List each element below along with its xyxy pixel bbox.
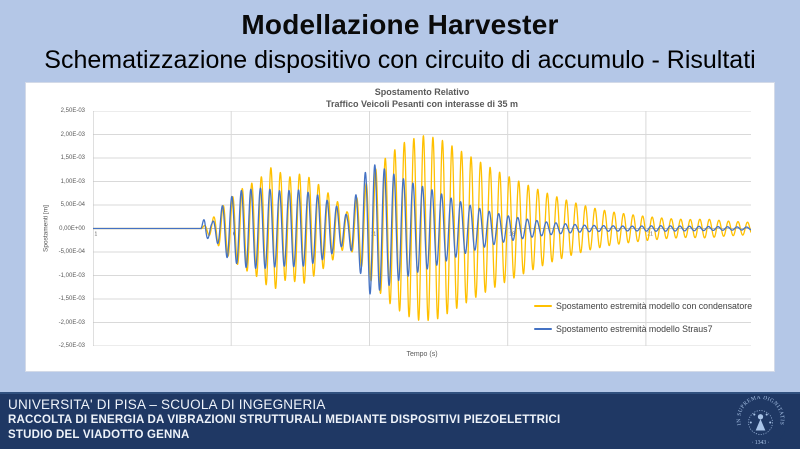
- svg-text:1: 1: [94, 231, 98, 238]
- svg-text:11: 11: [371, 231, 377, 238]
- legend-item-condensatore: [534, 299, 752, 313]
- y-axis-title: Spostamenti [m]: [42, 205, 50, 252]
- seal-year: · 1343 ·: [751, 440, 770, 447]
- x-axis-title: Tempo (s): [406, 351, 438, 358]
- footer: [0, 392, 800, 449]
- legend-item-straus7: [534, 322, 752, 336]
- legend-label-condensatore: Spostamento estremità modello con condensatore: [556, 301, 753, 311]
- y-tick-label: -2,00E-03: [58, 319, 85, 326]
- chart-subtitle: Traffico Veicoli Pesanti con interasse di 35 m: [325, 99, 519, 109]
- y-tick-label: 5,00E-04: [60, 202, 85, 208]
- university-of-pisa-seal-icon: [734, 396, 787, 449]
- chart-legend: [534, 299, 752, 345]
- y-tick-label: -2,50E-03: [58, 343, 85, 349]
- footer-study-title: STUDIO DEL VIADOTTO GENNA: [8, 429, 190, 441]
- legend-label-straus7: Spostamento estremità modello Straus7: [556, 324, 713, 334]
- footer-project-title: RACCOLTA DI ENERGIA DA VIBRAZIONI STRUTTURALI MEDIANTE DISPOSITIVI PIEZOELETTRICI: [8, 414, 561, 426]
- seal-motto: IN SUPREMA DIGNITATIS: [736, 396, 785, 426]
- y-tick-label: 1,50E-03: [60, 155, 85, 161]
- footer-text: [8, 396, 560, 443]
- chart-panel: [25, 82, 775, 372]
- y-tick-label: 2,00E-03: [60, 131, 85, 138]
- footer-university: UNIVERSITA' DI PISA – SCUOLA DI INGEGNERIA: [8, 397, 326, 412]
- y-tick-label: 1,00E-03: [60, 178, 85, 185]
- legend-line-swatch-blue: [534, 328, 552, 330]
- y-tick-label: 0,00E+00: [59, 225, 85, 232]
- svg-text:21: 21: [647, 231, 653, 238]
- svg-text:6: 6: [232, 231, 236, 238]
- y-tick-label: 2,50E-03: [60, 108, 85, 114]
- y-tick-label: -1,00E-03: [58, 272, 85, 279]
- svg-text:16: 16: [509, 231, 515, 238]
- y-axis-tick-labels: [26, 83, 89, 373]
- y-tick-label: -5,00E-04: [58, 249, 85, 255]
- slide-subtitle: Schematizzazione dispositivo con circuito di accumulo - Risultati: [44, 46, 756, 74]
- y-tick-label: -1,50E-03: [58, 296, 85, 302]
- legend-line-swatch-yellow: [534, 305, 552, 307]
- slide-title: Modellazione Harvester: [241, 9, 559, 40]
- chart-title: Spostamento Relativo: [374, 87, 470, 97]
